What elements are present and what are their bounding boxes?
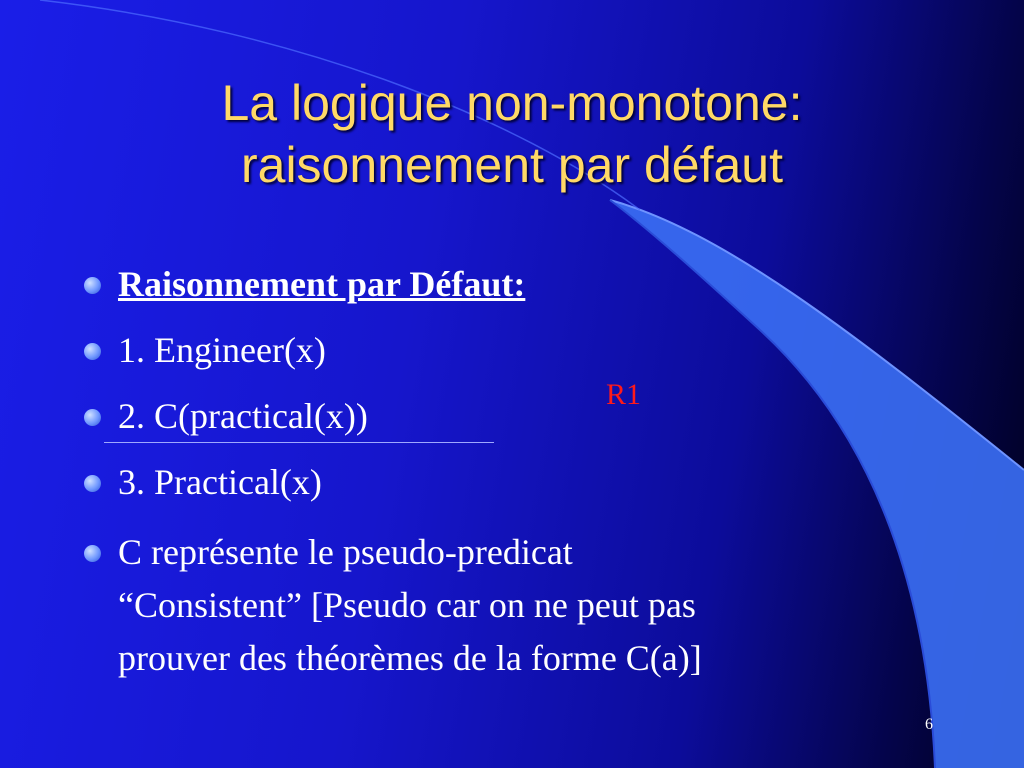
bullet-list — [84, 262, 904, 685]
page-number: 6 — [925, 716, 933, 733]
rule-label: R1 — [606, 378, 642, 411]
title-line-1: La logique non-monotone: — [221, 75, 803, 131]
bullet-item-4-line-1: C représente le pseudo-predicat — [118, 532, 573, 572]
bullet-item-4-line-2: “Consistent” [Pseudo car on ne peut pas — [118, 585, 696, 625]
bullet-item-2-text: 2. C(practical(x)) — [118, 396, 368, 436]
bullet-dot-icon — [84, 475, 101, 492]
bullet-dot-icon — [84, 545, 101, 562]
bullet-item-1-text: 1. Engineer(x) — [118, 330, 326, 370]
bullet-dot-icon — [84, 277, 101, 294]
bullet-item-1 — [84, 328, 904, 372]
bullet-heading-text: Raisonnement par Défaut: — [118, 264, 526, 304]
slide-title — [0, 72, 1024, 196]
bullet-dot-icon — [84, 409, 101, 426]
bullet-item-3 — [84, 460, 904, 504]
bullet-item-3-text: 3. Practical(x) — [118, 462, 322, 502]
bullet-item-4-line-3: prouver des théorèmes de la forme C(a)] — [118, 638, 702, 678]
inference-rule-line — [104, 442, 494, 443]
bullet-item-4 — [84, 526, 904, 685]
bullet-dot-icon — [84, 343, 101, 360]
bullet-heading — [84, 262, 904, 306]
bullet-item-2 — [84, 394, 904, 438]
title-line-2: raisonnement par défaut — [240, 137, 784, 193]
